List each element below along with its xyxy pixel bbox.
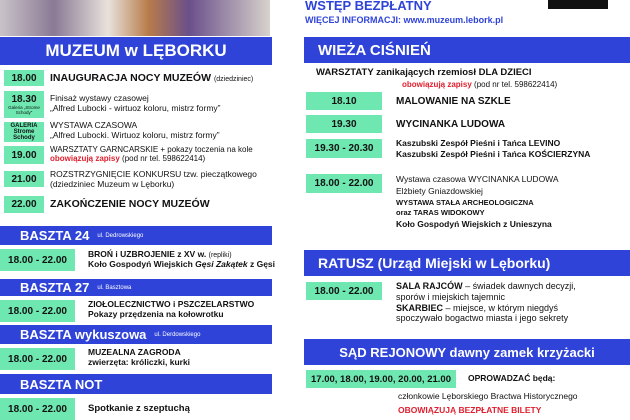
top-right-logo (548, 0, 608, 9)
wieza-header: WIEŻA CIŚNIEŃ (304, 37, 630, 63)
wieza-row-1: MALOWANIE NA SZKLE (396, 96, 511, 107)
ratusz-header: RATUSZ (Urząd Miejski w Lęborku) (304, 250, 630, 276)
sad-times: 17.00, 18.00, 19.00, 20.00, 21.00 (306, 370, 456, 388)
baszta24-header: BASZTA 24 ul. Dedrowskiego (0, 226, 272, 245)
baszta-wykuszowa-text: MUZEALNA ZAGRODA zwierzęta: króliczki, kurki (88, 347, 191, 367)
baszta-not-time: 18.00 - 22.00 (0, 398, 75, 420)
baszta-wykuszowa-time: 18.00 - 22.00 (0, 348, 75, 370)
wieza-time-3: 19.30 - 20.30 (306, 139, 382, 158)
museum-row-3: WYSTAWA CZASOWA „Alfred Lubocki. Wirtuoz koloru, mistrz formy” (50, 120, 220, 140)
sad-members: członkowie Lęborskiego Bractwa Historycznego (398, 391, 578, 401)
sad-guides: OPROWADZAĆ będą: (468, 373, 556, 383)
museum-time-5: 21.00 (4, 171, 44, 187)
wieza-row-3: Kaszubski Zespół Pieśni i Tańca LEVINO Kaszubski Zespół Pieśni i Tańca KOŚCIERZYNA (396, 138, 591, 160)
top-photo-strip (0, 0, 270, 36)
museum-time-6: 22.00 (4, 196, 44, 213)
ratusz-text: SALA RAJCÓW – świadek dawnych decyzji, sporów i miejskich tajemnic SKARBIEC – miejsce, w którym niegdyś spoczywało bogactwo miasta i jego sekrety (396, 281, 576, 324)
baszta-wykuszowa-header: BASZTA wykuszowa ul. Derdowskiego (0, 325, 272, 344)
museum-time-2: 18.30 Galeria „Strome Schody” (4, 91, 44, 118)
more-info-label: WIĘCEJ INFORMACJI: www.muzeum.lebork.pl (305, 15, 504, 25)
baszta-not-header: BASZTA NOT (0, 374, 272, 394)
baszta27-time: 18.00 - 22.00 (0, 300, 75, 322)
wieza-enroll-line: obowiązują zapisy (pod nr tel. 598622414) (402, 80, 558, 89)
museum-row-4: WARSZTATY GARNCARSKIE + pokazy toczenia na kole obowiązują zapisy (pod nr tel. 598622414) (50, 145, 253, 164)
wieza-workshops: WARSZTATY zanikających rzemiosł DLA DZIECI (316, 67, 532, 78)
ratusz-time: 18.00 - 22.00 (306, 282, 382, 300)
wieza-time-2: 19.30 (306, 115, 382, 133)
museum-time-3: GALERIA Strome Schody (4, 122, 44, 142)
baszta27-text: ZIOŁOLECZNICTWO i PSZCZELARSTWO Pokazy przędzenia na kołowrotku (88, 299, 255, 319)
free-entry-label: WSTĘP BEZPŁATNY (305, 0, 432, 13)
museum-row-5: ROZSTRZYGNIĘCIE KONKURSU tzw. pieczątkowego (dziedziniec Muzeum w Lęborku) (50, 169, 257, 189)
museum-row-6: ZAKOŃCZENIE NOCY MUZEÓW (50, 198, 210, 210)
museum-header-text: MUZEUM w LĘBORKU (45, 41, 227, 60)
baszta24-text: BROŃ i UZBROJENIE z XV w. (repliki) Koło Gospodyń Wiejskich Gęsi Zakątek z Gęsi (88, 249, 276, 270)
museum-time-4: 19.00 (4, 146, 44, 164)
baszta-not-text: Spotkanie z szeptuchą (88, 403, 190, 414)
wieza-row-4: Wystawa czasowa WYCINANKA LUDOWA Elżbiety Gniazdowskiej WYSTAWA STAŁA ARCHEOLOGICZNA oraz TARAS WIDOKOWY Koło Gospodyń Wiejskich z Unieszyna (396, 174, 559, 229)
baszta27-header: BASZTA 27 ul. Basztowa (0, 279, 272, 296)
wieza-row-2: WYCINANKA LUDOWA (396, 119, 506, 130)
sad-free-tickets: OBOWIĄZUJĄ BEZPŁATNE BILETY (398, 405, 542, 415)
wieza-time-1: 18.10 (306, 92, 382, 110)
baszta24-time: 18.00 - 22.00 (0, 249, 75, 271)
museum-row-1: INAUGURACJA NOCY MUZEÓW (dziedziniec) (50, 72, 254, 84)
sad-header: SĄD REJONOWY dawny zamek krzyżacki (304, 339, 630, 365)
wieza-time-4: 18.00 - 22.00 (306, 174, 382, 193)
museum-row-2: Finisaż wystawy czasowej „Alfred Lubocki - wirtuoz koloru, mistrz formy” (50, 93, 221, 113)
museum-header (0, 37, 272, 65)
museum-time-1: 18.00 (4, 70, 44, 86)
